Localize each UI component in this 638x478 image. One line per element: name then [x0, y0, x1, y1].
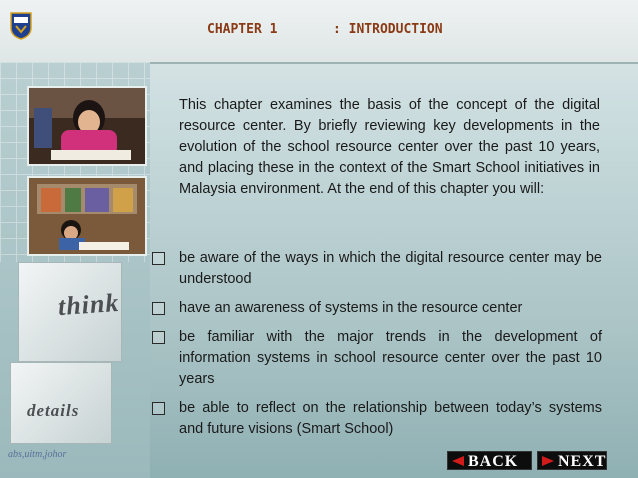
boy-reading-icon	[29, 178, 145, 254]
list-item	[152, 327, 602, 390]
list-item-text: have an awareness of systems in the resource center	[179, 300, 523, 316]
objectives-list	[152, 248, 602, 448]
list-item	[152, 298, 602, 319]
list-item	[152, 398, 602, 440]
back-button[interactable]	[447, 451, 532, 470]
next-button[interactable]	[537, 451, 607, 470]
next-button-label: NEXT	[558, 453, 607, 470]
slide-header	[0, 0, 638, 62]
back-button-label: BACK	[468, 453, 519, 470]
girl-reading-icon	[29, 88, 145, 164]
list-item-text: be able to reflect on the relationship between today’s systems and future visions (Smart School)	[179, 400, 602, 437]
watermark-text: abs,uitm,johor	[8, 449, 67, 460]
checkbox-bullet-icon	[152, 331, 165, 344]
girl-reading-photo	[27, 86, 147, 166]
page-title: : INTRODUCTION	[333, 22, 443, 37]
checkbox-bullet-icon	[152, 252, 165, 265]
list-item-text: be aware of the ways in which the digital resource center may be understood	[179, 250, 602, 287]
arrow-right-icon	[542, 456, 554, 466]
boy-reading-photo	[27, 176, 147, 256]
details-text: details	[27, 401, 80, 420]
chapter-number: CHAPTER 1	[207, 22, 278, 37]
university-crest-icon	[10, 12, 32, 40]
list-item-text: be familiar with the major trends in the development of information systems in school resource center over the past 10 years	[179, 329, 602, 387]
checkbox-bullet-icon	[152, 302, 165, 315]
list-item	[152, 248, 602, 290]
intro-paragraph: This chapter examines the basis of the concept of the digital resource center. By briefly reviewing key developments in the evolution of the school resource center over the past 10 years, and placing these in the context of the Smart School initiatives in Malaysia environment. At the end of this chapter you will:	[179, 97, 600, 197]
arrow-left-icon	[452, 456, 464, 466]
think-text: think	[57, 287, 121, 322]
checkbox-bullet-icon	[152, 402, 165, 415]
